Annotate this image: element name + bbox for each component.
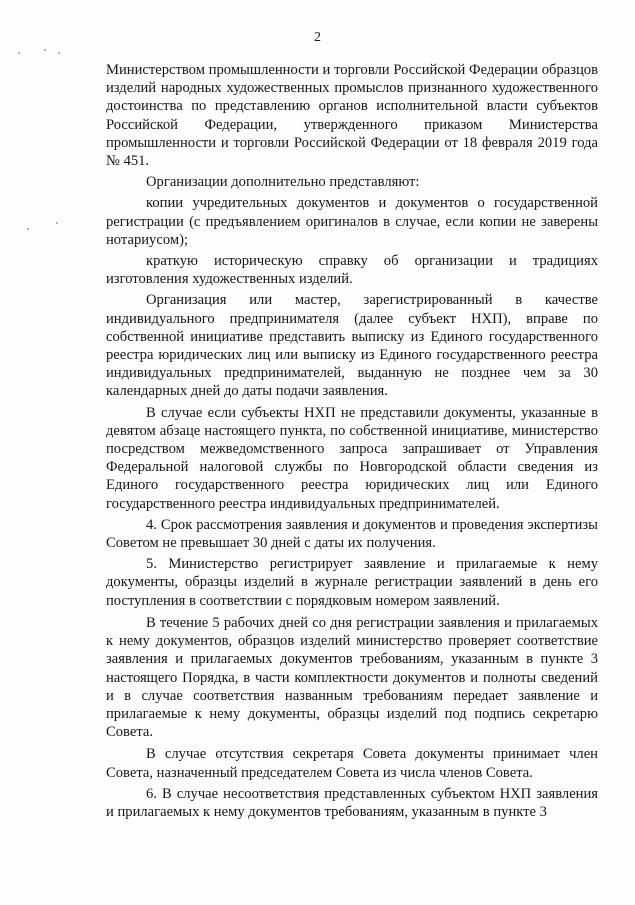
paragraph-item-6: 6. В случае несоответствия представленных субъектом НХП заявления и прилагаемых к нему документов требованиям, указанным в пункте 3: [106, 785, 598, 820]
paragraph-item-5: 5. Министерство регистрирует заявление и прилагаемые к нему документы, образцы изделий в журнале регистрации заявлений в день его поступления в соответствии с порядковым номером заявлений.: [106, 556, 598, 609]
page-number: 2: [314, 30, 321, 45]
scan-speck: [58, 52, 60, 54]
paragraph-continuation: Министерством промышленности и торговли Российской Федерации образцов изделий народных художественных промыслов признанного художественного достоинства по представлению органов исполнительной власти субъектов Российской Федерации, утвержденного приказом Министерства промышленности и торговли Российской Федерации от 18 февраля 2019 года № 451.: [106, 62, 598, 170]
paragraph-founding-docs: копии учредительных документов и документов о государственной регистрации (с предъявлением оригиналов в случае, если копии не заверены нотариусом);: [106, 195, 598, 248]
paragraph-entrepreneur-extract: Организация или мастер, зарегистрированный в качестве индивидуального предпринимателя (далее субъект НХП), вправе по собственной инициативе представить выписку из Единого государственного реестра юридических лиц или выписку из Единого государственного реестра индивидуальных предпринимателей, выданную не позднее чем за 30 календарных дней до даты подачи заявления.: [106, 292, 598, 400]
paragraph-interagency-request: В случае если субъекты НХП не представили документы, указанные в девятом абзаце настоящего пункта, по собственной инициативе, министерство посредством межведомственного запроса запрашивает от Управления Федеральной налоговой службы по Новгородской области сведения из Единого государственного реестра юридических лиц или Единого государственного реестра индивидуальных предпринимателей.: [106, 404, 598, 512]
paragraph-verification: В течение 5 рабочих дней со дня регистрации заявления и прилагаемых к нему документов, образцов изделий министерство проверяет соответствие заявления и прилагаемых документов требованиям, указанным в пункте 3 настоящего Порядка, в части комплектности документов и полноты сведений и в случае соответствия названным требованиям передает заявление и прилагаемые к нему документы, образцы изделий под подпись секретарю Совета.: [106, 614, 598, 741]
paragraph-item-4: 4. Срок рассмотрения заявления и документов и проведения экспертизы Советом не превышает 30 дней с даты их получения.: [106, 516, 598, 552]
scan-speck: [44, 49, 46, 51]
paragraph-secretary-absence: В случае отсутствия секретаря Совета документы принимает член Совета, назначенный председателем Совета из числа членов Совета.: [106, 746, 598, 781]
paragraph-additional-docs-intro: Организации дополнительно представляют:: [146, 174, 420, 191]
paragraph-historical-note: краткую историческую справку об организации и традициях изготовления художественных изделий.: [106, 253, 598, 288]
scan-speck: [56, 222, 58, 224]
scan-speck: [18, 52, 20, 54]
scan-speck: [27, 228, 29, 230]
document-body: [106, 61, 598, 824]
